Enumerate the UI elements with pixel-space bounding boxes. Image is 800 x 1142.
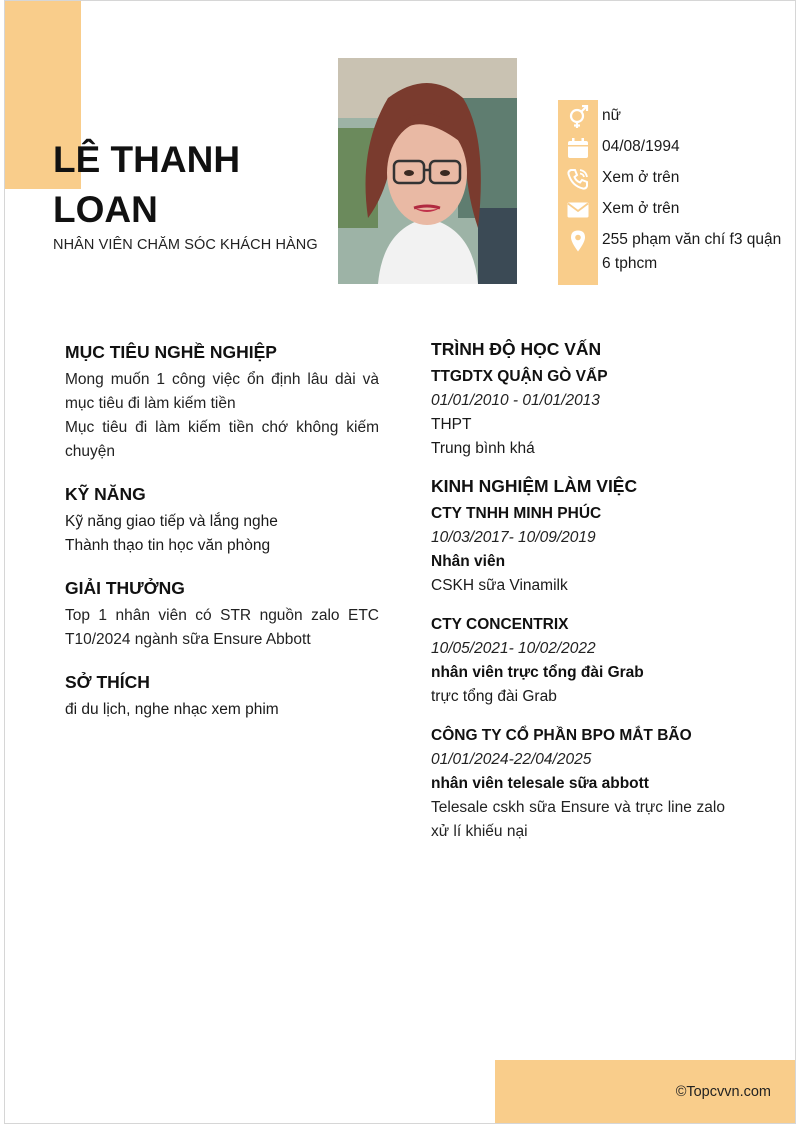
experience-3-position: nhân viên telesale sữa abbott — [431, 775, 649, 792]
experience-3-description: Telesale cskh sữa Ensure và trực line zalo xử lí khiếu nại — [431, 799, 725, 840]
education-note: Trung bình khá — [431, 440, 535, 457]
profile-photo — [338, 58, 517, 284]
experience-2-description: trực tổng đài Grab — [431, 688, 557, 705]
experience-3-company: CÔNG TY CỔ PHẦN BPO MẮT BÃO — [431, 727, 692, 744]
experience-1-company: CTY TNHH MINH PHÚC — [431, 505, 602, 522]
awards-title: GIẢI THƯỞNG — [65, 578, 185, 598]
education-period: 01/01/2010 - 01/01/2013 — [431, 392, 600, 409]
experience-2-position: nhân viên trực tổng đài Grab — [431, 664, 644, 681]
info-gender — [558, 104, 796, 130]
education-degree: THPT — [431, 416, 472, 433]
profile-photo-illustration — [338, 58, 517, 284]
education-title: TRÌNH ĐỘ HỌC VẤN — [431, 339, 602, 359]
cv-page — [4, 0, 796, 1124]
info-phone — [558, 166, 796, 192]
experience-1-position: Nhân viên — [431, 553, 506, 570]
career-objective-line-2: Mục tiêu đi làm kiếm tiền chớ không kiếm chuyện — [65, 419, 379, 460]
info-birthday-value: 04/08/1994 — [602, 138, 680, 155]
skill-item-2: Thành thạo tin học văn phòng — [65, 537, 271, 554]
info-address-value: 255 phạm văn chí f3 quận 6 tphcm — [602, 231, 782, 272]
info-phone-value: Xem ở trên — [602, 169, 680, 186]
hobbies-title: SỞ THÍCH — [65, 672, 150, 692]
info-email-value: Xem ở trên — [602, 200, 680, 217]
info-birthday — [558, 135, 796, 161]
hobby-item-1: đi du lịch, nghe nhạc xem phim — [65, 701, 279, 718]
phone-icon — [558, 166, 598, 192]
copyright-text: ©Topcvvn.com — [675, 1084, 771, 1100]
experience-2-period: 10/05/2021- 10/02/2022 — [431, 640, 596, 657]
location-pin-icon — [558, 228, 598, 254]
birthday-calendar-icon — [558, 135, 598, 161]
skill-item-1: Kỹ năng giao tiếp và lắng nghe — [65, 513, 278, 530]
info-gender-value: nữ — [602, 107, 621, 124]
experience-1-period: 10/03/2017- 10/09/2019 — [431, 529, 596, 546]
experience-title: KINH NGHIỆM LÀM VIỆC — [431, 476, 638, 496]
candidate-job-title: NHÂN VIÊN CHĂM SÓC KHÁCH HÀNG — [53, 237, 318, 253]
career-objective-title: MỤC TIÊU NGHỀ NGHIỆP — [65, 342, 277, 362]
experience-3-period: 01/01/2024-22/04/2025 — [431, 751, 592, 768]
education-school: TTGDTX QUẬN GÒ VẤP — [431, 368, 608, 385]
experience-1-description: CSKH sữa Vinamilk — [431, 577, 568, 594]
info-email — [558, 197, 796, 223]
candidate-name: LÊ THANH LOAN — [53, 139, 241, 230]
award-item-1: Top 1 nhân viên có STR nguồn zalo ETC T10/2024 ngành sữa Ensure Abbott — [65, 607, 379, 648]
email-icon — [558, 197, 598, 223]
experience-2-company: CTY CONCENTRIX — [431, 616, 569, 633]
skills-title: KỸ NĂNG — [65, 484, 146, 504]
gender-icon — [558, 104, 598, 130]
info-address — [558, 228, 796, 276]
career-objective-line-1: Mong muốn 1 công việc ổn định lâu dài và mục tiêu đi làm kiếm tiền — [65, 371, 379, 412]
